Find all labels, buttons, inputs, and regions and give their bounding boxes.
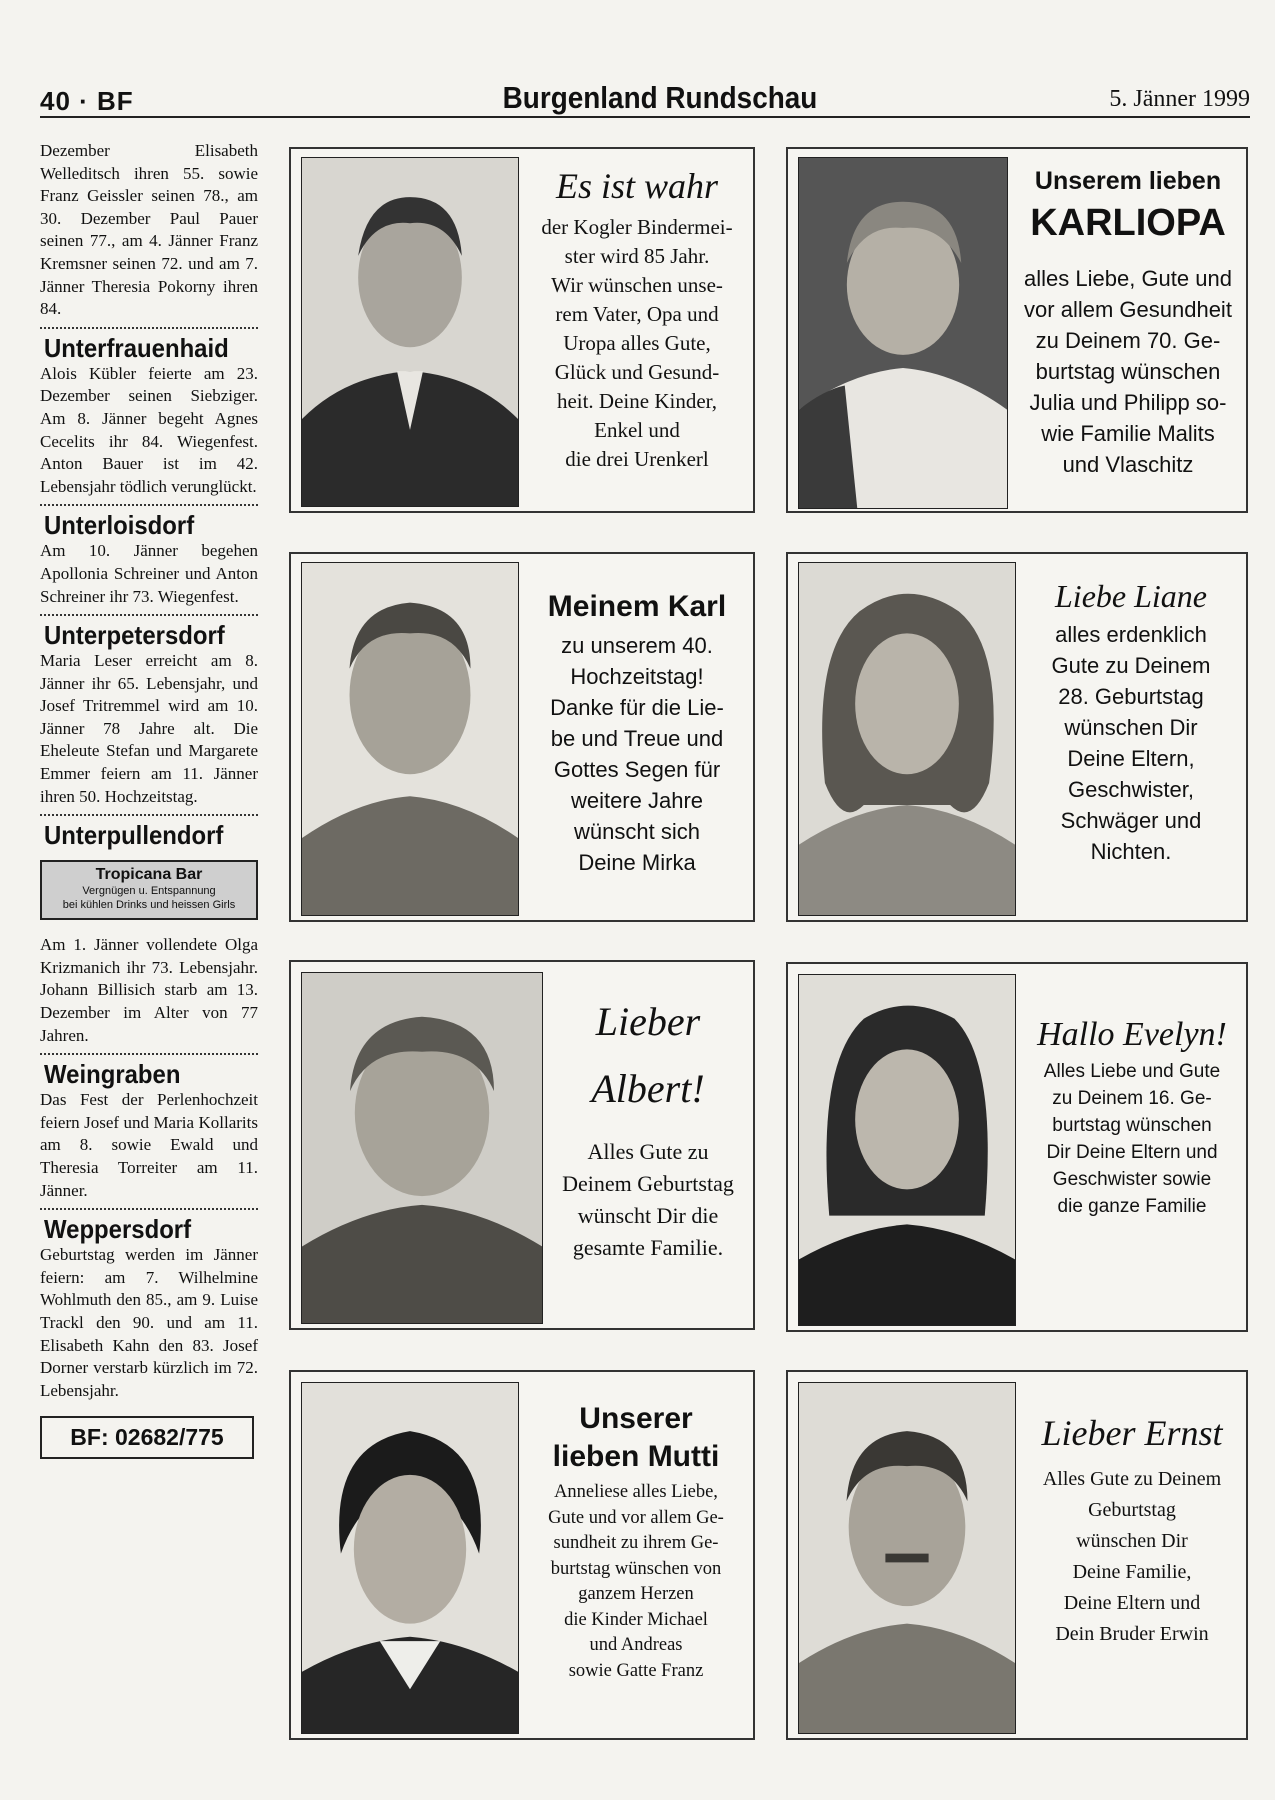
- ad-line: und Vlaschitz: [1062, 452, 1194, 477]
- section-text: Das Fest der Perlenhochzeit feiern Josef und Maria Kollarits am 8. sowie Ewald und Theresia Torreiter am 11. Jänner.: [40, 1090, 258, 1200]
- ad-text: [1010, 167, 1246, 480]
- ad-line: be und Treue und: [550, 726, 724, 751]
- section-text: Alois Kübler feierte am 23. Dezember seinen Siebziger. Am 8. Jänner begeht Agnes Cecelits ihr 84. Wiegenfest. Anton Bauer ist im 42. Lebensjahr tödlich verunglückt.: [40, 363, 258, 496]
- ad-line: wünscht Dir die: [577, 1203, 719, 1228]
- ad-line: ster wird 85 Jahr.: [564, 244, 710, 268]
- ad-text: [543, 998, 753, 1264]
- ad-line: Alles Liebe und Gute: [1043, 1061, 1221, 1082]
- portrait-photo: [301, 562, 519, 916]
- portrait-photo: [301, 1382, 519, 1734]
- ad-line: ganzem Herzen: [578, 1584, 694, 1604]
- ad-line: zu Deinem 16. Ge-: [1052, 1088, 1212, 1109]
- ad-line: 28. Geburtstag: [1058, 684, 1204, 709]
- ad-line: Enkel und: [594, 418, 680, 442]
- portrait-photo: [798, 157, 1008, 509]
- tropicana-line2: bei kühlen Drinks und heissen Girls: [62, 899, 236, 912]
- ad-line: wünschen Dir: [1076, 1530, 1188, 1552]
- section-text: Am 1. Jänner vollendete Olga Krizmanich ihr 73. Lebensjahr. Johann Billisich starb am 13. Dezember im Alter von 77 Jahren.: [40, 935, 258, 1045]
- ad-headline-name: Albert!: [591, 1066, 705, 1111]
- portrait-photo: [301, 972, 543, 1324]
- ad-line: Geburtstag: [1088, 1499, 1176, 1521]
- ad-line: Uropa alles Gute,: [563, 331, 711, 355]
- ad-headline: Es ist wahr: [555, 166, 719, 206]
- ad-line: der Kogler Bindermei-: [541, 215, 733, 239]
- ad-line: Geschwister sowie: [1052, 1169, 1212, 1190]
- ad-line: wünschen Dir: [1064, 715, 1198, 740]
- ad-line: Alles Gute zu: [587, 1139, 709, 1164]
- divider: [40, 327, 258, 329]
- ad-line: Deine Eltern,: [1067, 746, 1195, 771]
- divider: [40, 1053, 258, 1055]
- ad-line: Danke für die Lie-: [550, 695, 724, 720]
- portrait-photo: [798, 1382, 1016, 1734]
- ad-line: heit. Deine Kinder,: [556, 389, 718, 413]
- ad-headline: Unserem lieben: [1034, 167, 1222, 195]
- section-heading: Weingraben: [44, 1059, 181, 1090]
- ad-text: [1016, 578, 1246, 867]
- newspaper-title: Burgenland Rundschau: [502, 80, 818, 115]
- greeting-ad-liane: [786, 552, 1248, 922]
- ad-line: burtstag wünschen von: [550, 1558, 722, 1579]
- ad-line: zu Deinem 70. Ge-: [1035, 328, 1221, 353]
- tropicana-line1: Vergnügen u. Entspannung: [82, 885, 216, 898]
- ad-line: Gottes Segen für: [553, 757, 721, 782]
- greeting-ad-mutti: [289, 1370, 755, 1740]
- ad-text: [521, 165, 753, 474]
- ad-headline-name: lieben Mutti: [552, 1440, 720, 1473]
- bf-phone-box: BF: 02682/775: [40, 1416, 254, 1459]
- ad-line: alles erdenklich: [1055, 622, 1207, 647]
- issue-date: 5. Jänner 1999: [1109, 86, 1250, 112]
- greeting-ad-evelyn: [786, 962, 1248, 1332]
- ad-line: alles Liebe, Gute und: [1024, 266, 1232, 291]
- ad-line: Deine Mirka: [578, 850, 696, 875]
- greeting-ad-karliopa: [786, 147, 1248, 513]
- tropicana-bar-ad: [40, 860, 258, 920]
- ad-line: Schwäger und: [1060, 808, 1202, 833]
- ad-line: burtstag wünschen: [1052, 1115, 1212, 1136]
- ad-headline: Meinem Karl: [547, 590, 727, 623]
- portrait-photo: [798, 562, 1016, 916]
- ad-text: [1016, 1412, 1248, 1650]
- ad-line: zu unserem 40.: [561, 633, 713, 658]
- ad-headline: Lieber: [595, 999, 701, 1044]
- section-heading: Unterpullendorf: [44, 820, 224, 851]
- ad-line: Anneliese alles Liebe,: [554, 1482, 718, 1502]
- intro-paragraph: Dezember Elisabeth Welleditsch ihren 55. sowie Franz Geissler seinen 78., am 30. Dezember Paul Pauer seinen 77., am 4. Jänner Franz Kremsner seinen 72. und am 7. Jänner Theresia Pokorny ihren 84.: [40, 141, 258, 319]
- ad-line: vor allem Gesundheit: [1024, 297, 1232, 322]
- tropicana-name: Tropicana Bar: [95, 866, 203, 884]
- ad-line: Dir Deine Eltern und: [1046, 1142, 1218, 1163]
- divider: [40, 1208, 258, 1210]
- ad-text: [1016, 1016, 1248, 1220]
- section-heading: Unterfrauenhaid: [44, 332, 229, 363]
- ad-line: Nichten.: [1090, 839, 1172, 864]
- ad-line: Gute und vor allem Ge-: [548, 1507, 724, 1528]
- portrait-photo: [798, 974, 1016, 1326]
- ad-line: und Andreas: [589, 1635, 683, 1655]
- ad-line: Glück und Gesund-: [554, 360, 720, 384]
- ad-text: [519, 1402, 753, 1684]
- ad-line: Deine Eltern und: [1063, 1592, 1201, 1614]
- ad-line: rem Vater, Opa und: [555, 302, 719, 326]
- ad-line: Wir wünschen unse-: [551, 273, 723, 297]
- ad-line: sundheit zu ihrem Ge-: [553, 1533, 719, 1553]
- page-number: 40 · BF: [40, 86, 134, 116]
- ad-headline: Hallo Evelyn!: [1037, 1016, 1227, 1053]
- ad-line: wie Familie Malits: [1041, 421, 1215, 446]
- section-heading: Unterloisdorf: [44, 510, 195, 541]
- ad-line: Dein Bruder Erwin: [1055, 1623, 1209, 1645]
- ad-line: Alles Gute zu Deinem: [1042, 1468, 1222, 1490]
- ad-headline-name: KARLIOPA: [1030, 202, 1226, 244]
- greeting-ad-karl: [289, 552, 755, 922]
- ad-line: weitere Jahre: [570, 788, 704, 813]
- ad-line: die Kinder Michael: [564, 1609, 708, 1630]
- ad-line: Hochzeitstag!: [570, 664, 704, 689]
- ad-text: [521, 590, 753, 878]
- ad-headline: Liebe Liane: [1055, 578, 1207, 614]
- section-heading: Weppersdorf: [44, 1214, 192, 1245]
- section-text: Geburtstag werden im Jänner feiern: am 7. Wilhelmine Wohlmuth den 85., am 9. Luise Trackl den 90. und am 11. Elisabeth Kahn den 83. Josef Dorner verstarb kürzlich im 72. Lebensjahr.: [40, 1245, 258, 1400]
- ad-line: Deine Familie,: [1072, 1561, 1192, 1583]
- section-text: Am 10. Jänner begehen Apollonia Schreiner und Anton Schreiner ihr 73. Wiegenfest.: [40, 541, 258, 606]
- divider: [40, 614, 258, 616]
- ad-line: Deinem Geburtstag: [562, 1171, 734, 1196]
- ad-line: burtstag wünschen: [1035, 359, 1221, 384]
- greeting-ad-albert: [289, 960, 755, 1330]
- ad-headline: Unserer: [579, 1402, 693, 1435]
- header-rule: [40, 116, 1250, 118]
- local-news-column: [40, 140, 258, 1459]
- ad-line: sowie Gatte Franz: [568, 1660, 704, 1681]
- greeting-ad-kogler: [289, 147, 755, 513]
- ad-line: die ganze Familie: [1057, 1196, 1207, 1217]
- ad-line: Gute zu Deinem: [1051, 653, 1211, 678]
- ad-line: Geschwister,: [1068, 777, 1194, 802]
- greeting-ad-ernst: [786, 1370, 1248, 1740]
- section-text: Maria Leser erreicht am 8. Jänner ihr 65. Lebensjahr, und Josef Tritremmel wird am 10. Jänner 78 Jahre alt. Die Eheleute Stefan und Margarete Emmer feiern am 11. Jänner ihren 50. Hochzeitstag.: [40, 651, 258, 806]
- portrait-photo: [301, 157, 519, 507]
- ad-line: die drei Urenkerl: [565, 447, 709, 471]
- ad-headline: Lieber Ernst: [1041, 1413, 1223, 1453]
- section-heading: Unterpetersdorf: [44, 620, 225, 651]
- ad-line: gesamte Familie.: [572, 1235, 724, 1260]
- divider: [40, 814, 258, 816]
- ad-line: Julia und Philipp so-: [1029, 390, 1227, 415]
- ad-line: wünscht sich: [574, 819, 700, 844]
- divider: [40, 504, 258, 506]
